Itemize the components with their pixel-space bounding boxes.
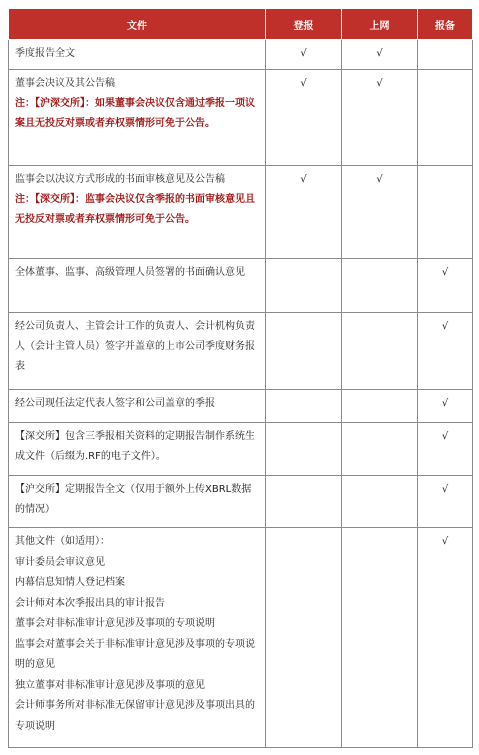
document-name: 【沪交所】定期报告全文（仅用于额外上传XBRL数据的情况）: [15, 484, 252, 515]
header-newspaper: 登报: [266, 9, 342, 40]
document-cell: [9, 476, 266, 528]
filing-mark: √: [418, 313, 473, 390]
online-mark: [342, 313, 418, 390]
list-item: 独立董事对非标准审计意见涉及事项的意见: [15, 679, 205, 691]
document-name: 季度报告全文: [15, 48, 75, 59]
filing-mark: [418, 70, 473, 166]
table-row: [9, 390, 473, 423]
other-documents-cell: [9, 528, 266, 748]
table-row: [9, 166, 473, 259]
filing-mark: √: [418, 423, 473, 476]
newspaper-mark: [266, 528, 342, 748]
header-documents: 文件: [9, 9, 266, 40]
filing-mark: [418, 166, 473, 259]
newspaper-mark: [266, 476, 342, 528]
newspaper-mark: [266, 423, 342, 476]
exemption-note: 注：【沪深交所】：如果董事会决议仅含通过季报一项议案且无投反对票或者弃权票情形可免于公告。: [15, 98, 255, 129]
filing-table: [8, 8, 473, 748]
document-cell: [9, 390, 266, 423]
list-item: 监事会对董事会关于非标准审计意见涉及事项的专项说明的意见: [15, 638, 255, 670]
document-cell: [9, 423, 266, 476]
exemption-note: 注：【深交所】：监事会决议仅含季报的书面审核意见且无投反对票或者弃权票情形可免于公告。: [15, 194, 255, 225]
table-row: [9, 259, 473, 313]
filing-mark: √: [418, 259, 473, 313]
table-row: [9, 313, 473, 390]
table-row: [9, 528, 473, 748]
document-name: 经公司负责人、主管会计工作的负责人、会计机构负责人（会计主管人员）签字并盖章的上市公司季度财务报表: [15, 321, 255, 372]
newspaper-mark: √: [266, 40, 342, 70]
newspaper-mark: √: [266, 166, 342, 259]
document-name: 经公司现任法定代表人签字和公司盖章的季报: [15, 398, 215, 409]
table-row: [9, 70, 473, 166]
newspaper-mark: [266, 313, 342, 390]
document-name: 董事会决议及其公告稿: [15, 78, 115, 89]
online-mark: √: [342, 166, 418, 259]
other-documents-heading: 其他文件（如适用）：: [15, 536, 110, 547]
filing-mark: [418, 40, 473, 70]
online-mark: [342, 259, 418, 313]
newspaper-mark: [266, 390, 342, 423]
filing-mark: √: [418, 390, 473, 423]
table-row: [9, 476, 473, 528]
document-name: 【深交所】包含三季报相关资料的定期报告制作系统生成文件（后缀为.RF的电子文件）。: [15, 431, 255, 462]
online-mark: [342, 476, 418, 528]
newspaper-mark: [266, 259, 342, 313]
header-filing: 报备: [418, 9, 473, 40]
filing-mark: √: [418, 476, 473, 528]
filing-mark: √: [418, 528, 473, 748]
list-item: 会计师事务所对非标准无保留审计意见涉及事项出具的专项说明: [15, 700, 255, 732]
document-name: 监事会以决议方式形成的书面审核意见及公告稿: [15, 174, 225, 185]
document-name: 全体董事、监事、高级管理人员签署的书面确认意见: [15, 267, 245, 278]
online-mark: √: [342, 70, 418, 166]
document-cell: [9, 70, 266, 166]
list-item: 会计师对本次季报出具的审计报告: [15, 597, 165, 609]
document-cell: [9, 40, 266, 70]
table-header-row: [9, 9, 473, 40]
document-cell: [9, 166, 266, 259]
list-item: 审计委员会审议意见: [15, 556, 105, 568]
table-row: [9, 40, 473, 70]
newspaper-mark: √: [266, 70, 342, 166]
header-online: 上网: [342, 9, 418, 40]
list-item: 内幕信息知情人登记档案: [15, 577, 125, 588]
online-mark: [342, 423, 418, 476]
list-item: 董事会对非标准审计意见涉及事项的专项说明: [15, 618, 215, 629]
document-cell: [9, 259, 266, 313]
table-row: [9, 423, 473, 476]
online-mark: [342, 528, 418, 748]
online-mark: √: [342, 40, 418, 70]
online-mark: [342, 390, 418, 423]
document-cell: [9, 313, 266, 390]
